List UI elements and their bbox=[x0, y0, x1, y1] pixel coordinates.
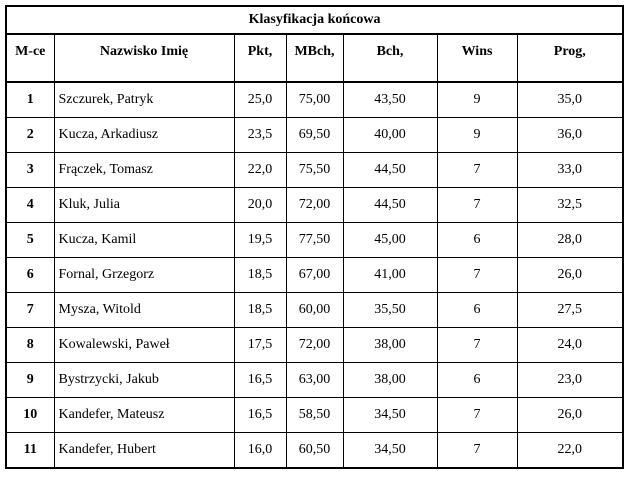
cell-name: Mysza, Witold bbox=[54, 293, 234, 328]
cell-prog: 26,0 bbox=[517, 258, 623, 293]
cell-bch: 43,50 bbox=[343, 82, 437, 118]
table-row bbox=[6, 258, 623, 293]
header-place: M-ce bbox=[6, 34, 54, 82]
cell-name: Kluk, Julia bbox=[54, 188, 234, 223]
cell-place: 11 bbox=[6, 433, 54, 469]
cell-bch: 34,50 bbox=[343, 398, 437, 433]
header-name: Nazwisko Imię bbox=[54, 34, 234, 82]
cell-wins: 6 bbox=[437, 223, 517, 258]
cell-pkt: 16,0 bbox=[234, 433, 286, 469]
cell-prog: 33,0 bbox=[517, 153, 623, 188]
table-title: Klasyfikacja końcowa bbox=[6, 6, 623, 34]
table-row bbox=[6, 153, 623, 188]
cell-pkt: 20,0 bbox=[234, 188, 286, 223]
table-row bbox=[6, 398, 623, 433]
table-row bbox=[6, 293, 623, 328]
cell-place: 4 bbox=[6, 188, 54, 223]
cell-pkt: 23,5 bbox=[234, 118, 286, 153]
cell-wins: 6 bbox=[437, 293, 517, 328]
cell-mbch: 60,00 bbox=[286, 293, 343, 328]
cell-place: 5 bbox=[6, 223, 54, 258]
cell-prog: 24,0 bbox=[517, 328, 623, 363]
cell-mbch: 72,00 bbox=[286, 188, 343, 223]
cell-pkt: 16,5 bbox=[234, 363, 286, 398]
cell-pkt: 16,5 bbox=[234, 398, 286, 433]
cell-bch: 41,00 bbox=[343, 258, 437, 293]
results-table bbox=[5, 5, 624, 469]
cell-wins: 9 bbox=[437, 118, 517, 153]
cell-place: 10 bbox=[6, 398, 54, 433]
table-row bbox=[6, 433, 623, 469]
table-row bbox=[6, 118, 623, 153]
cell-name: Kandefer, Hubert bbox=[54, 433, 234, 469]
cell-pkt: 25,0 bbox=[234, 82, 286, 118]
cell-wins: 7 bbox=[437, 188, 517, 223]
cell-place: 6 bbox=[6, 258, 54, 293]
cell-name: Fornal, Grzegorz bbox=[54, 258, 234, 293]
cell-mbch: 67,00 bbox=[286, 258, 343, 293]
cell-mbch: 72,00 bbox=[286, 328, 343, 363]
header-wins: Wins bbox=[437, 34, 517, 82]
cell-prog: 22,0 bbox=[517, 433, 623, 469]
cell-name: Bystrzycki, Jakub bbox=[54, 363, 234, 398]
cell-place: 7 bbox=[6, 293, 54, 328]
cell-mbch: 75,50 bbox=[286, 153, 343, 188]
cell-wins: 7 bbox=[437, 258, 517, 293]
cell-wins: 7 bbox=[437, 433, 517, 469]
cell-place: 2 bbox=[6, 118, 54, 153]
cell-bch: 34,50 bbox=[343, 433, 437, 469]
cell-prog: 32,5 bbox=[517, 188, 623, 223]
cell-name: Kandefer, Mateusz bbox=[54, 398, 234, 433]
cell-name: Kowalewski, Paweł bbox=[54, 328, 234, 363]
cell-pkt: 19,5 bbox=[234, 223, 286, 258]
cell-place: 9 bbox=[6, 363, 54, 398]
cell-place: 1 bbox=[6, 82, 54, 118]
table-row bbox=[6, 188, 623, 223]
cell-name: Kucza, Arkadiusz bbox=[54, 118, 234, 153]
cell-bch: 38,00 bbox=[343, 328, 437, 363]
table-row bbox=[6, 223, 623, 258]
cell-prog: 36,0 bbox=[517, 118, 623, 153]
cell-mbch: 77,50 bbox=[286, 223, 343, 258]
cell-name: Kucza, Kamil bbox=[54, 223, 234, 258]
cell-mbch: 63,00 bbox=[286, 363, 343, 398]
cell-wins: 6 bbox=[437, 363, 517, 398]
cell-wins: 9 bbox=[437, 82, 517, 118]
header-row bbox=[6, 34, 623, 82]
title-row bbox=[6, 6, 623, 34]
cell-prog: 28,0 bbox=[517, 223, 623, 258]
header-prog: Prog, bbox=[517, 34, 623, 82]
cell-bch: 44,50 bbox=[343, 188, 437, 223]
header-bch: Bch, bbox=[343, 34, 437, 82]
cell-bch: 45,00 bbox=[343, 223, 437, 258]
table-row bbox=[6, 82, 623, 118]
cell-mbch: 69,50 bbox=[286, 118, 343, 153]
cell-bch: 44,50 bbox=[343, 153, 437, 188]
cell-prog: 23,0 bbox=[517, 363, 623, 398]
cell-mbch: 58,50 bbox=[286, 398, 343, 433]
cell-prog: 27,5 bbox=[517, 293, 623, 328]
cell-wins: 7 bbox=[437, 398, 517, 433]
cell-name: Szczurek, Patryk bbox=[54, 82, 234, 118]
cell-pkt: 22,0 bbox=[234, 153, 286, 188]
cell-name: Frączek, Tomasz bbox=[54, 153, 234, 188]
cell-place: 8 bbox=[6, 328, 54, 363]
cell-prog: 35,0 bbox=[517, 82, 623, 118]
cell-mbch: 75,00 bbox=[286, 82, 343, 118]
cell-pkt: 18,5 bbox=[234, 258, 286, 293]
header-mbch: MBch, bbox=[286, 34, 343, 82]
cell-bch: 35,50 bbox=[343, 293, 437, 328]
cell-pkt: 17,5 bbox=[234, 328, 286, 363]
cell-pkt: 18,5 bbox=[234, 293, 286, 328]
cell-wins: 7 bbox=[437, 153, 517, 188]
header-pkt: Pkt, bbox=[234, 34, 286, 82]
table-row bbox=[6, 328, 623, 363]
cell-prog: 26,0 bbox=[517, 398, 623, 433]
cell-bch: 40,00 bbox=[343, 118, 437, 153]
cell-bch: 38,00 bbox=[343, 363, 437, 398]
cell-mbch: 60,50 bbox=[286, 433, 343, 469]
cell-place: 3 bbox=[6, 153, 54, 188]
cell-wins: 7 bbox=[437, 328, 517, 363]
table-row bbox=[6, 363, 623, 398]
